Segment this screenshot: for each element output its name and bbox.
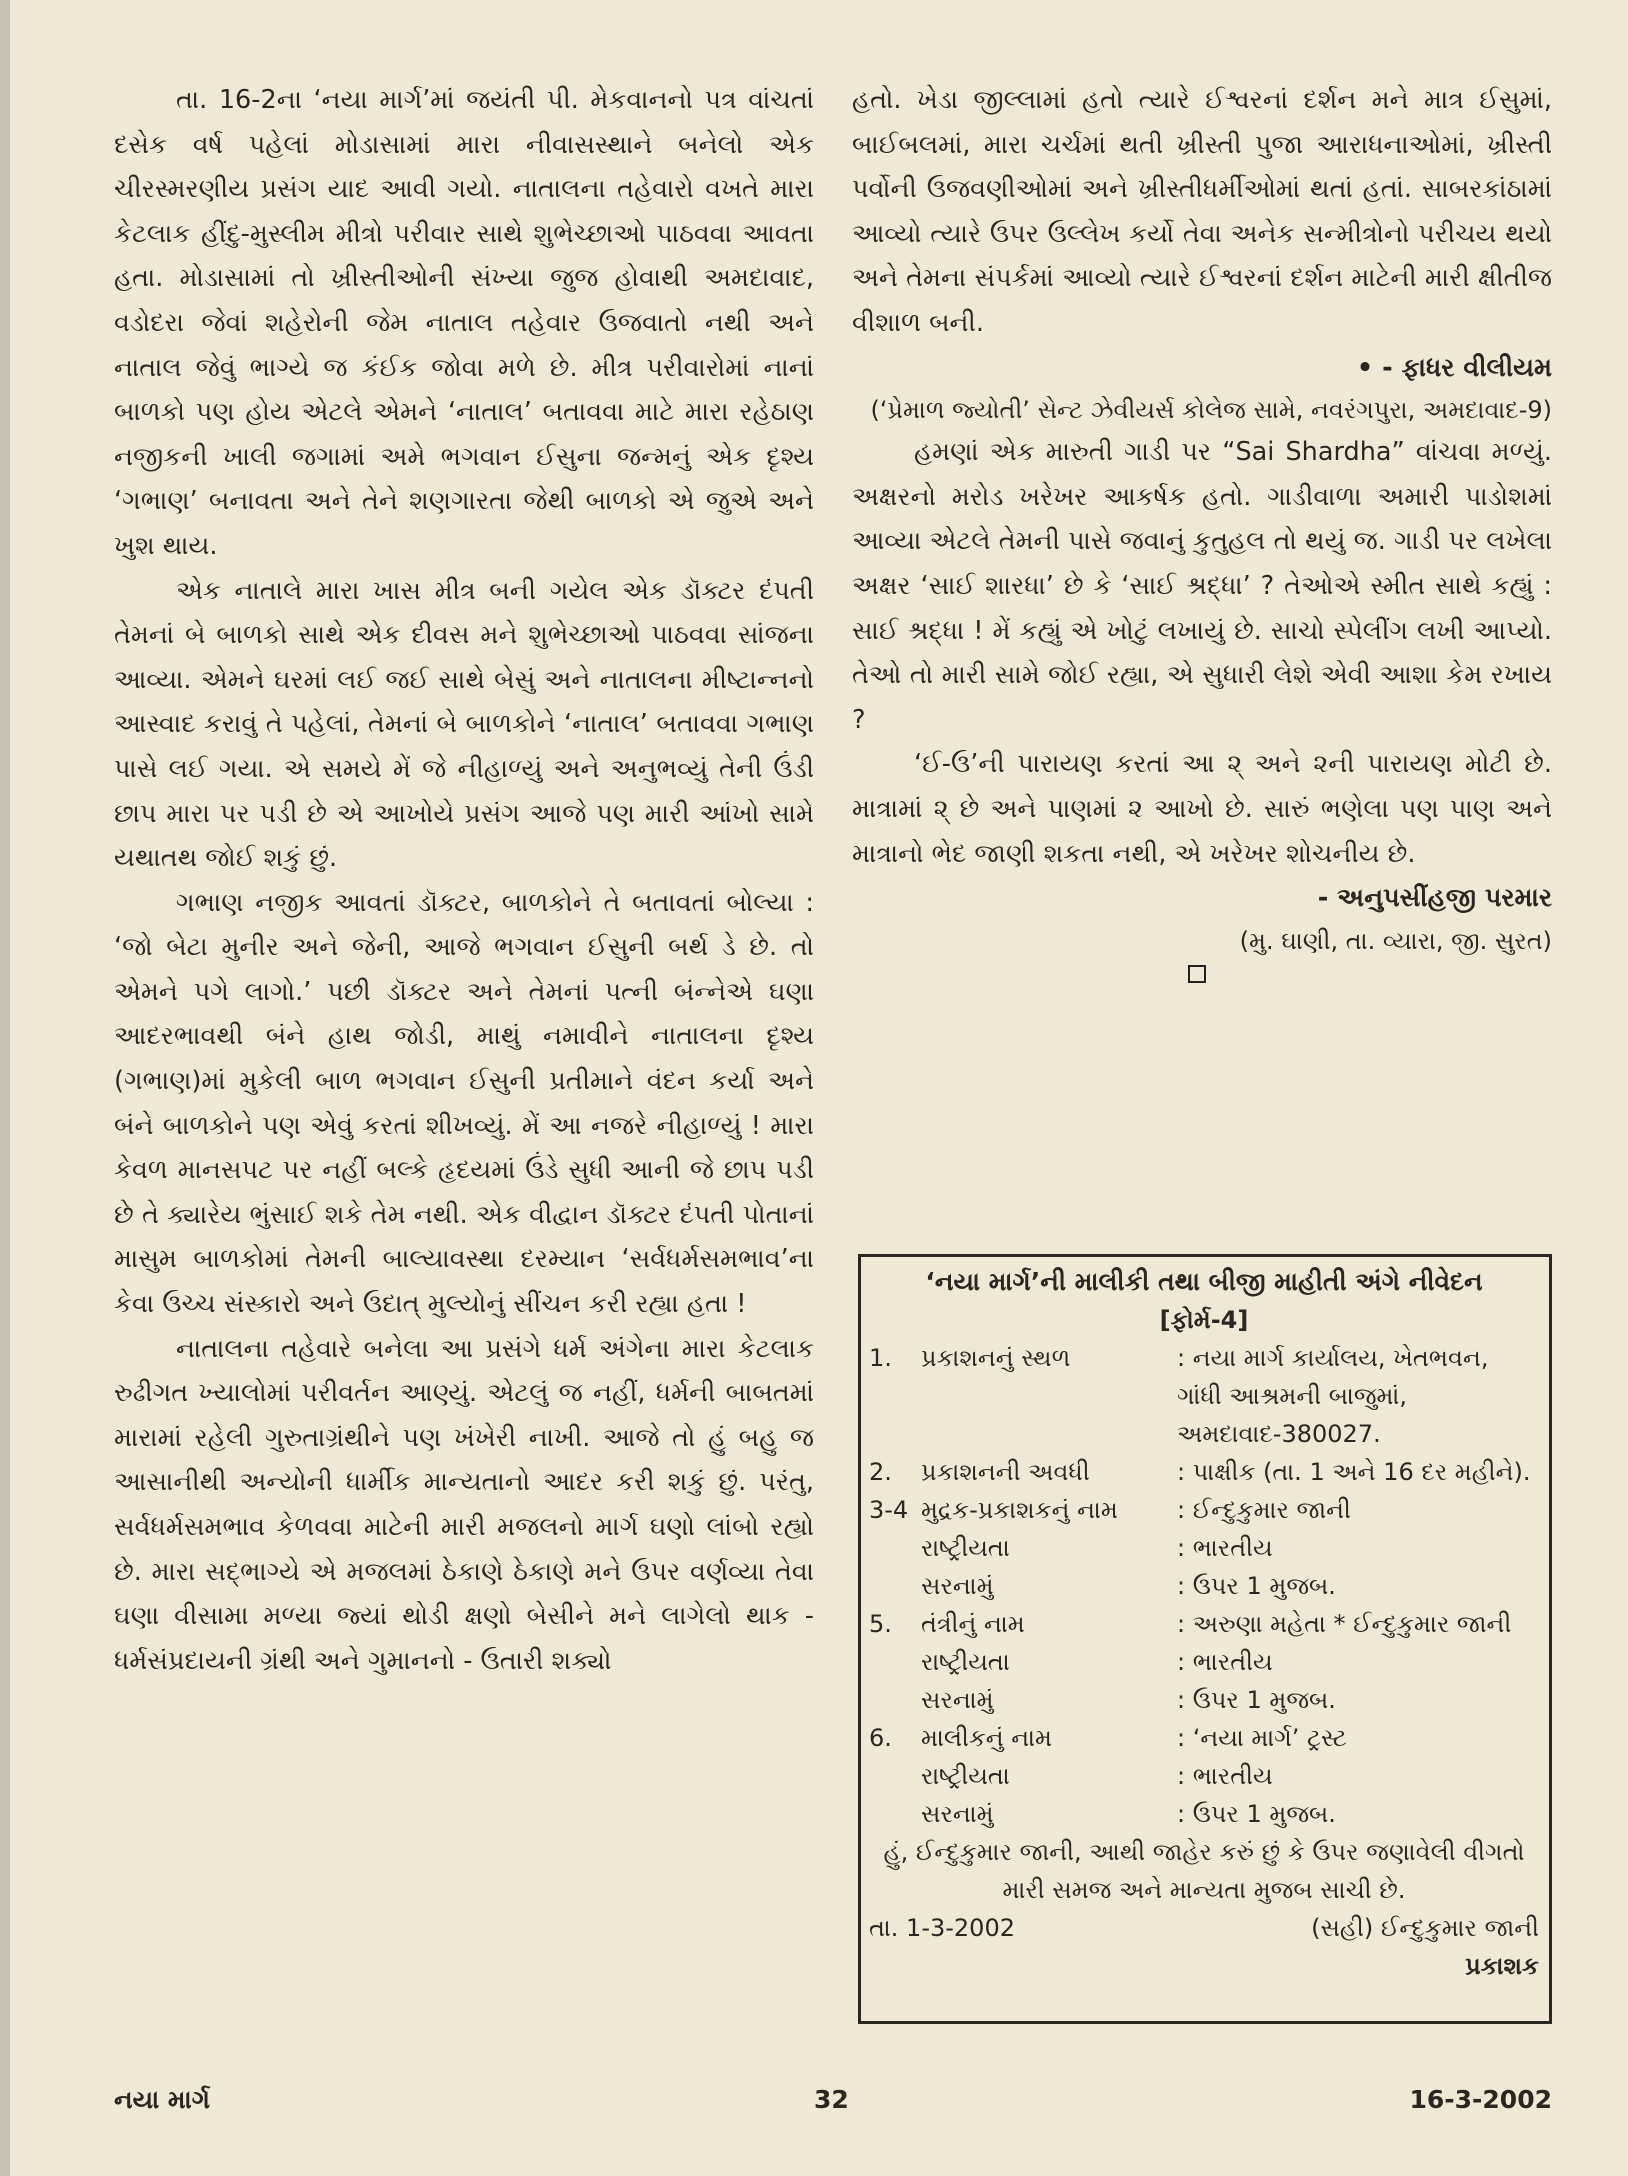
notice-footer <box>869 1909 1539 1947</box>
notice-row-number <box>869 1643 921 1681</box>
notice-signature: (સહી) ઈન્દુકુમાર જાની <box>1311 1914 1539 1942</box>
notice-row-value: : ભારતીય <box>1177 1762 1273 1790</box>
notice-row <box>869 1567 1539 1605</box>
footer-page-number: 32 <box>814 2085 849 2114</box>
notice-row-number: 1. <box>869 1344 892 1372</box>
notice-row-label: પ્રકાશનની અવધી <box>921 1458 1090 1486</box>
notice-row-value: : ભારતીય <box>1177 1648 1273 1676</box>
notice-row <box>869 1491 1539 1529</box>
notice-row-label: રાષ્ટ્રીયતા <box>921 1762 1010 1790</box>
notice-row-number <box>869 1681 921 1719</box>
notice-row <box>869 1339 1539 1453</box>
left-column <box>114 78 814 1683</box>
notice-row-number <box>869 1567 921 1605</box>
footer-magazine-name: નયા માર્ગ <box>114 2085 210 2114</box>
notice-row-value: : નયા માર્ગ કાર્યાલય, ખેતભવન, ગાંધી આશ્રમની બાજુમાં, અમદાવાદ-380027. <box>1177 1344 1489 1448</box>
notice-row-label: પ્રકાશનનું સ્થળ <box>921 1344 1071 1372</box>
notice-row-value: : ઈન્દુકુમાર જાની <box>1177 1496 1351 1524</box>
notice-publisher: પ્રકાશક <box>1465 1952 1539 1980</box>
author-address-1: (‘પ્રેમાળ જ્યોતી’ સેન્ટ ઝેવીયર્સ કોલેજ સામે, નવરંગપુરા, અમદાવાદ-9) <box>870 396 1552 425</box>
author-address-2: (મુ. ઘાણી, તા. વ્યારા, જી. સુરત) <box>1239 926 1552 955</box>
notice-row-number: 5. <box>869 1610 892 1638</box>
notice-title: ‘નયા માર્ગ’ની માલીકી તથા બીજી માહીતી અંગે નીવેદન <box>925 1267 1483 1296</box>
notice-row <box>869 1719 1539 1757</box>
notice-row-label: રાષ્ટ્રીયતા <box>921 1534 1010 1562</box>
letter2-paragraph-1: હમણાં એક મારુતી ગાડી પર “Sai Shardha” વાંચવા મળ્યું. અક્ષરનો મરોડ ખરેખર આકર્ષક હતો. ગાડીવાળા અમારી પાડોશમાં આવ્યા એટલે તેમની પાસે જવાનું કુતુહલ તો થયું જ. ગાડી પર લખેલા અક્ષર ‘સાઈ શારધા’ છે કે ‘સાઈ શ્રદ્ધા’ ? તેઓએ સ્મીત સાથે કહ્યું : સાઈ શ્રદ્ધા ! મેં કહ્યું એ ખોટું લખાયું છે. સાચો સ્પેલીંગ લખી આપ્યો. તેઓ તો મારી સામે જોઈ રહ્યા, એ સુધારી લેશે એવી આશા કેમ રખાય ? <box>852 437 1552 735</box>
notice-row-value: : પાક્ષીક (તા. 1 અને 16 દર મહીને). <box>1177 1458 1531 1486</box>
notice-row-number <box>869 1795 921 1833</box>
notice-date: તા. 1-3-2002 <box>869 1914 1015 1942</box>
left-paragraph-2: એક નાતાલે મારા ખાસ મીત્ર બની ગયેલ એક ડૉક્ટર દંપતી તેમનાં બે બાળકો સાથે એક દીવસ મને શુભેચ્છાઓ પાઠવવા સાંજના આવ્યા. એમને ઘરમાં લઈ જઈ સાથે બેસું અને નાતાલના મીષ્ટાન્નનો આસ્વાદ કરાવું તે પહેલાં, તેમનાં બે બાળકોને ‘નાતાલ’ બતાવવા ગભાણ પાસે લઈ ગયા. એ સમયે મેં જે નીહાળ્યું અને અનુભવ્યું તેની ઉંડી છાપ મારા પર પડી છે એ આખોયે પ્રસંગ આજે પણ મારી આંખો સામે યથાતથ જોઈ શકું છું. <box>114 575 814 874</box>
footer-date: 16-3-2002 <box>1409 2085 1552 2114</box>
end-square-icon <box>1188 965 1206 983</box>
notice-rows <box>869 1339 1539 1833</box>
left-paragraph-4: નાતાલના તહેવારે બનેલા આ પ્રસંગે ધર્મ અંગેના મારા કેટલાક રુઢીગત ખ્યાલોમાં પરીવર્તન આણ્યું. એટલું જ નહીં, ધર્મની બાબતમાં મારામાં રહેલી ગુરુતાગ્રંથીને પણ ખંખેરી નાખી. આજે તો હું બહુ જ આસાનીથી અન્યોની ધાર્મીક માન્યતાનો આદર કરી શકું છું. પરંતુ, સર્વધર્મસમભાવ કેળવવા માટેની મારી મજલનો માર્ગ ઘણો લાંબો રહ્યો છે. મારા સદ્ભાગ્યે એ મજલમાં ઠેકાણે ઠેકાણે મને ઉપર વર્ણવ્યા તેવા ઘણા વીસામા મળ્યા જ્યાં થોડી ક્ષણો બેસીને મને લાગેલો થાક - ધર્મસંપ્રદાયની ગ્રંથી અને ગુમાનનો - ઉતારી શક્યો <box>114 1333 814 1676</box>
notice-row-value: : ભારતીય <box>1177 1534 1273 1562</box>
notice-row-value: : ‘નયા માર્ગ’ ટ્રસ્ટ <box>1177 1724 1347 1752</box>
right-column <box>852 78 1552 987</box>
notice-row <box>869 1529 1539 1567</box>
left-paragraph-1: તા. 16-2ના ‘નયા માર્ગ’માં જયંતી પી. મેકવાનનો પત્ર વાંચતાં દસેક વર્ષ પહેલાં મોડાસામાં મારા નીવાસસ્થાને બનેલો એક ચીરસ્મરણીય પ્રસંગ યાદ આવી ગયો. નાતાલના તહેવારો વખતે મારા કેટલાક હીંદુ-મુસ્લીમ મીત્રો પરીવાર સાથે શુભેચ્છાઓ પાઠવવા આવતા હતા. મોડાસામાં તો ખ્રીસ્તીઓની સંખ્યા જુજ હોવાથી અમદાવાદ, વડોદરા જેવાં શહેરોની જેમ નાતાલ તહેવાર ઉજવાતો નથી અને નાતાલ જેવું ભાગ્યે જ કંઈક જોવા મળે છે. મીત્ર પરીવારોમાં નાનાં બાળકો પણ હોય એટલે એમને ‘નાતાલ’ બતાવવા માટે મારા રહેઠાણ નજીકની ખાલી જગામાં અમે ભગવાન ઈસુના જન્મનું એક દૃશ્ય ‘ગભાણ’ બનાવતા અને તેને શણગારતા જેથી બાળકો એ જુએ અને ખુશ થાય. <box>114 85 814 561</box>
notice-row-label: સરનામું <box>921 1800 994 1828</box>
notice-form-label: [ફોર્મ-4] <box>1159 1306 1249 1334</box>
notice-row <box>869 1681 1539 1719</box>
notice-row-label: સરનામું <box>921 1686 994 1714</box>
letter2-paragraph-2: ‘ઈ-ઉ’ની પારાયણ કરતાં આ ૨્ અને ૨ની પારાયણ મોટી છે. માત્રામાં ૨્ છે અને પાણમાં ૨ આખો છે. સારું ભણેલા પણ પાણ અને માત્રાનો ભેદ જાણી શકતા નથી, એ ખરેખર શોચનીય છે. <box>852 749 1552 869</box>
notice-row-label: મુદ્રક-પ્રકાશકનું નામ <box>921 1496 1118 1524</box>
notice-row-label: તંત્રીનું નામ <box>921 1610 1025 1638</box>
author-signature-2: - અનુપસીંહજી પરમાર <box>1317 883 1552 914</box>
ownership-notice-box <box>858 1254 1552 2024</box>
notice-row-label: માલીકનું નામ <box>921 1724 1052 1752</box>
page-edge <box>0 0 10 2176</box>
notice-row <box>869 1453 1539 1491</box>
author-signature-1: • - ફાધર વીલીયમ <box>1356 352 1552 383</box>
notice-declaration: હું, ઈન્દુકુમાર જાની, આથી જાહેર કરું છું કે ઉપર જણાવેલી વીગતો મારી સમજ અને માન્યતા મુજબ સાચી છે. <box>883 1838 1525 1904</box>
notice-row-value: : ઉપર 1 મુજબ. <box>1177 1800 1336 1828</box>
notice-row <box>869 1643 1539 1681</box>
notice-row-number: 2. <box>869 1458 892 1486</box>
notice-row-number: 6. <box>869 1724 892 1752</box>
notice-row-number <box>869 1757 921 1795</box>
notice-row <box>869 1757 1539 1795</box>
notice-row-value: : ઉપર 1 મુજબ. <box>1177 1686 1336 1714</box>
notice-row-number <box>869 1529 921 1567</box>
notice-row <box>869 1605 1539 1643</box>
notice-row-label: રાષ્ટ્રીયતા <box>921 1648 1010 1676</box>
left-paragraph-3: ગભાણ નજીક આવતાં ડૉક્ટર, બાળકોને તે બતાવતાં બોલ્યા : ‘જો બેટા મુનીર અને જેની, આજે ભગવાન ઈસુની બર્થ ડે છે. તો એમને પગે લાગો.’ પછી ડૉક્ટર અને તેમનાં પત્ની બંન્નેએ ઘણા આદરભાવથી બંને હાથ જોડી, માથું નમાવીને નાતાલના દૃશ્ય (ગભાણ)માં મુકેલી બાળ ભગવાન ઈસુની પ્રતીમાને વંદન કર્યા અને બંને બાળકોને પણ એવું કરતાં શીખવ્યું. મેં આ નજરે નીહાળ્યું ! મારા કેવળ માનસપટ પર નહીં બલ્કે હૃદયમાં ઉંડે સુધી આની જે છાપ પડી છે તે ક્યારેય ભુંસાઈ શકે તેમ નથી. એક વીદ્વાન ડૉક્ટર દંપતી પોતાનાં માસુમ બાળકોમાં તેમની બાલ્યાવસ્થા દરમ્યાન ‘સર્વધર્મસમભાવ’ના કેવા ઉચ્ચ સંસ્કારો અને ઉદાત્ મુલ્યોનું સીંચન કરી રહ્યા હતા ! <box>114 887 814 1320</box>
notice-row-value: : ઉપર 1 મુજબ. <box>1177 1572 1336 1600</box>
right-continuation: હતો. ખેડા જીલ્લામાં હતો ત્યારે ઈશ્વરનાં દર્શન મને માત્ર ઈસુમાં, બાઈબલમાં, મારા ચર્ચમાં થતી ખ્રીસ્તી પુજા આરાધનાઓમાં, ખ્રીસ્તી પર્વોની ઉજવણીઓમાં અને ખ્રીસ્તીધર્મીઓમાં થતાં હતાં. સાબરકાંઠામાં આવ્યો ત્યારે ઉપર ઉલ્લેખ કર્યો તેવા અનેક સન્મીત્રોનો પરીચય થયો અને તેમના સંપર્કમાં આવ્યો ત્યારે ઈશ્વરનાં દર્શન માટેની મારી ક્ષીતીજ વીશાળ બની. <box>852 85 1552 338</box>
notice-row <box>869 1795 1539 1833</box>
notice-row-number: 3-4 <box>869 1496 909 1524</box>
notice-row-label: સરનામું <box>921 1572 994 1600</box>
notice-row-value: : અરુણા મહેતા * ઈન્દુકુમાર જાની <box>1177 1610 1512 1638</box>
